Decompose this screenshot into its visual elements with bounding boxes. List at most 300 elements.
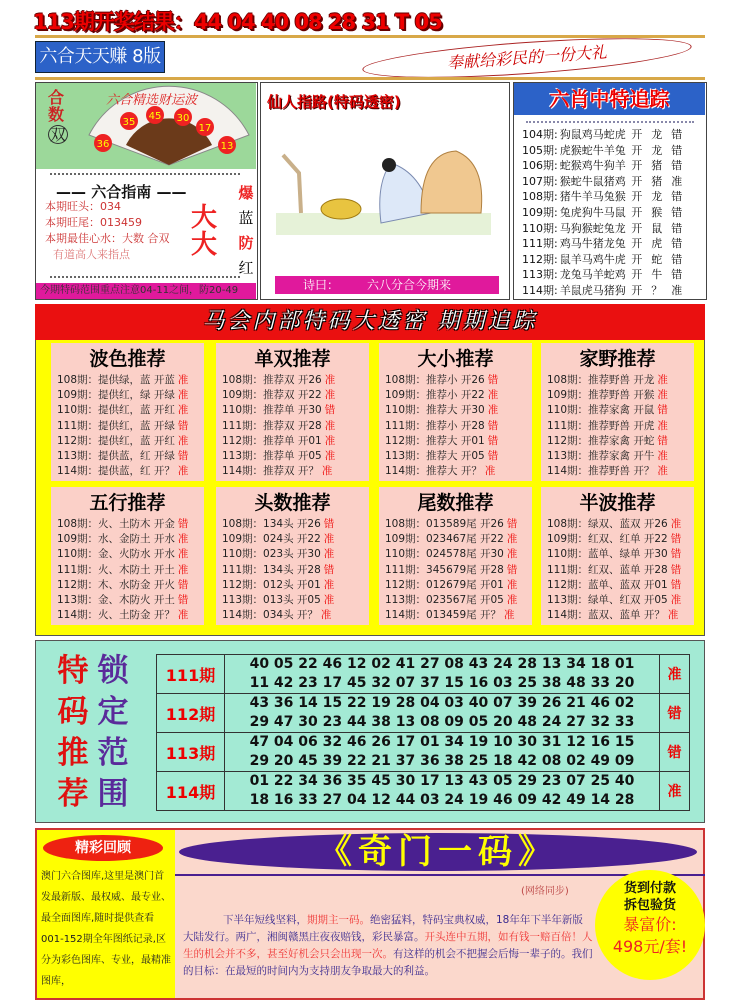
row-text: 112期：推荐家禽 开蛇 xyxy=(547,434,655,447)
period: 109期: xyxy=(522,205,558,219)
numbers-line: 29 20 45 39 22 21 37 36 38 25 18 42 08 02 49 09 xyxy=(249,753,635,769)
box-row xyxy=(379,434,532,449)
box-row xyxy=(379,403,532,418)
row-status: 错 xyxy=(487,374,499,386)
row-text: 114期：火、土防金 开？ xyxy=(57,609,175,622)
promo-text xyxy=(183,912,593,980)
six-zodiac-title: 六肖中特追踪 xyxy=(514,83,705,115)
box-row xyxy=(541,593,694,608)
row-text: 114期：推荐大 开？ xyxy=(385,465,482,478)
numbers xyxy=(225,655,660,694)
price-line: 拆包验货 xyxy=(623,898,676,913)
box-row xyxy=(216,608,369,623)
box-row xyxy=(541,373,694,388)
poem-text: 六八分合今期来 xyxy=(367,278,452,292)
box-row xyxy=(379,532,532,547)
open-label: 开 xyxy=(631,252,643,266)
period: 107期: xyxy=(522,174,558,188)
row-text: 109期：023467尾 开22 xyxy=(385,533,504,546)
middle-panel xyxy=(260,82,510,300)
row-text: 114期：034头 开？ xyxy=(222,609,318,622)
zodiacs: 狗鼠鸡马蛇虎 xyxy=(559,128,626,141)
row-text: 111期：推荐野兽 开虎 xyxy=(547,419,655,432)
row-status: 准 xyxy=(323,594,335,607)
box-row xyxy=(216,403,369,418)
box-title: 五行推荐 xyxy=(89,492,166,514)
row-text: 113期：推荐单 开05 xyxy=(222,450,322,463)
middle-title: 仙人指路(特码透密) xyxy=(267,93,401,111)
row-text: 108期：推荐双 开26 xyxy=(222,374,322,386)
row-text: 111期：提供红，蓝 开绿 xyxy=(57,419,175,432)
box-title: 尾数推荐 xyxy=(417,492,494,514)
box-row xyxy=(541,608,694,623)
result: ？ xyxy=(651,283,663,297)
row-status: 错 xyxy=(670,533,682,546)
row-status: 准 xyxy=(177,389,189,402)
row-status: 准 xyxy=(324,419,336,432)
box-row xyxy=(541,434,694,449)
promo-segment: 开头连中五期，如有钱一赔百倍！人生的机会并不多，甚至好机会只会出现一次。 xyxy=(183,931,593,960)
numbers xyxy=(225,733,660,772)
zodiac-row xyxy=(522,127,684,143)
row-text: 109期：推荐双 开22 xyxy=(222,389,322,402)
fan-number xyxy=(196,118,214,136)
promo-segment: 有这样的机会不把握会后悔一辈子的。我们的目标：在最短的时间内为支持朋友争取最大的利益。 xyxy=(183,948,593,977)
box-row xyxy=(216,449,369,464)
status: 错 xyxy=(660,733,690,772)
guide-title: —— 六合指南 —— xyxy=(56,183,187,201)
recommend-box xyxy=(51,343,204,481)
row-status: 错 xyxy=(177,578,189,591)
divider xyxy=(35,77,705,80)
box-row xyxy=(51,578,204,593)
box-row xyxy=(51,593,204,608)
box-title: 大小推荐 xyxy=(417,348,494,370)
row-text: 109期：推荐野兽 开猴 xyxy=(547,389,655,402)
row-text: 114期：推荐野兽 开？ xyxy=(547,465,655,478)
status: 错 xyxy=(660,694,690,733)
row-text: 111期：345679尾 开28 xyxy=(385,563,504,576)
lock-row xyxy=(157,655,690,694)
row-text: 108期：绿双、蓝双 开26 xyxy=(547,518,668,530)
fan-area xyxy=(36,83,256,169)
row-text: 109期：024头 开22 xyxy=(222,533,321,546)
box-row xyxy=(379,449,532,464)
period: 110期: xyxy=(522,221,558,235)
row-text: 111期：红双、蓝单 开28 xyxy=(547,563,668,576)
big-char: 大 xyxy=(191,203,218,233)
guide-line: 本期旺头：034 xyxy=(45,200,121,213)
box-row xyxy=(216,532,369,547)
row-status: 准 xyxy=(323,533,335,546)
zodiacs: 猴蛇牛鼠猪鸡 xyxy=(559,174,626,188)
open-label: 开 xyxy=(631,268,643,282)
heshu-value: 双 xyxy=(49,125,66,144)
status: 错 xyxy=(671,159,683,173)
box-row xyxy=(51,608,204,623)
row-status: 错 xyxy=(506,563,518,576)
box-row xyxy=(379,373,532,388)
lock-char: 锁 xyxy=(97,653,129,689)
fan-title: 六合精选财运波 xyxy=(106,93,198,108)
row-status: 准 xyxy=(177,465,189,478)
qimen-title: 《奇门一码》 xyxy=(179,833,697,871)
period: 111期: xyxy=(522,237,558,251)
row-text: 110期：推荐单 开30 xyxy=(222,404,322,417)
row-status: 错 xyxy=(657,404,668,417)
result: 猴 xyxy=(651,205,663,219)
period: 112期 xyxy=(157,694,225,733)
row-text: 113期：金、木防火 开土 xyxy=(57,594,175,607)
row-text: 113期：023567尾 开05 xyxy=(385,594,504,607)
open-label: 开 xyxy=(631,205,643,219)
zodiacs: 兔虎狗牛马鼠 xyxy=(559,205,626,219)
row-status: 准 xyxy=(177,374,189,386)
numbers-line: 29 47 30 23 44 38 13 08 09 05 20 48 24 27 32 33 xyxy=(249,714,635,730)
open-label: 开 xyxy=(631,128,643,141)
promo-segment: 期期主一码。 xyxy=(307,914,370,926)
divider xyxy=(50,276,240,279)
box-row xyxy=(51,434,204,449)
box-row xyxy=(541,532,694,547)
big-chars xyxy=(191,205,217,259)
status: 错 xyxy=(671,221,683,235)
right-panel xyxy=(513,82,707,300)
poem-label: 诗曰： xyxy=(303,278,340,292)
box-title: 波色推荐 xyxy=(89,348,166,370)
row-status: 准 xyxy=(487,404,499,417)
row-status: 准 xyxy=(657,389,668,402)
box-row xyxy=(51,464,204,479)
row-text: 113期：推荐家禽 开牛 xyxy=(547,450,655,463)
zodiacs: 猪牛羊马兔猴 xyxy=(559,190,626,204)
row-text: 110期：推荐大 开30 xyxy=(385,404,485,417)
fan-number xyxy=(174,108,192,126)
row-text: 111期：推荐小 开28 xyxy=(385,419,485,432)
row-status: 准 xyxy=(321,465,333,478)
price-line: 货到付款 xyxy=(623,881,676,896)
row-status: 错 xyxy=(177,518,189,530)
fan-number xyxy=(94,134,112,152)
numbers-line: 47 04 06 32 46 26 17 01 34 19 10 30 31 12 16 15 xyxy=(249,734,635,750)
row-text: 109期：提供红，绿 开绿 xyxy=(57,389,175,402)
range-note: 今期特码范围重点注意04-11之间，防20-49 xyxy=(36,283,256,299)
promo-segment: 绝密猛料，特码宝典权威，18年年下半年新版大陆发行。两广，湘闽赣黑庄夜夜赔钱，彩民暴富。 xyxy=(183,914,583,943)
side-char: 红 xyxy=(238,259,254,277)
box-row xyxy=(51,547,204,562)
row-text: 114期：013459尾 开？ xyxy=(385,609,501,622)
lock-char: 推 xyxy=(57,735,89,771)
row-status: 错 xyxy=(487,434,499,447)
status: 错 xyxy=(671,237,683,251)
box-row xyxy=(541,464,694,479)
row-text: 111期：推荐双 开28 xyxy=(222,419,322,432)
open-label: 开 xyxy=(631,143,643,157)
row-text: 111期：火、木防土 开土 xyxy=(57,563,175,576)
box-row xyxy=(216,578,369,593)
row-status: 错 xyxy=(670,548,682,561)
box-row xyxy=(216,517,369,532)
row-text: 113期：绿单、红双 开05 xyxy=(547,594,668,607)
lock-row xyxy=(157,694,690,733)
result: 龙 xyxy=(651,143,663,157)
box-row xyxy=(216,419,369,434)
row-text: 110期：推荐家禽 开鼠 xyxy=(547,404,655,417)
recommend-grid xyxy=(35,340,705,636)
recommend-box xyxy=(541,487,694,625)
row-status: 准 xyxy=(324,389,336,402)
side-char: 防 xyxy=(238,234,254,252)
box-row xyxy=(541,403,694,418)
zodiac-row xyxy=(522,252,684,268)
open-label: 开 xyxy=(631,159,643,173)
row-status: 准 xyxy=(670,594,682,607)
row-text: 108期：推荐小 开26 xyxy=(385,374,485,386)
box-row xyxy=(541,449,694,464)
heshu-label: 合数 xyxy=(48,88,65,124)
row-text: 108期：013589尾 开26 xyxy=(385,518,504,530)
sync-note: (网络同步) xyxy=(521,886,569,897)
lock-row xyxy=(157,733,690,772)
zodiac-row xyxy=(522,143,684,159)
lock-char: 码 xyxy=(57,694,89,730)
row-status: 错 xyxy=(323,563,335,576)
fan-number xyxy=(218,136,236,154)
row-text: 108期：提供绿，蓝 开蓝 xyxy=(57,374,175,386)
row-status: 准 xyxy=(487,389,499,402)
row-text: 112期：木、水防金 开火 xyxy=(57,578,175,591)
price-label: 暴富价: xyxy=(623,915,677,934)
row-text: 111期：134头 开28 xyxy=(222,563,321,576)
svg-text:30: 30 xyxy=(176,113,190,124)
period: 105期: xyxy=(522,143,558,157)
row-status: 准 xyxy=(177,434,189,447)
box-row xyxy=(541,388,694,403)
zodiac-row xyxy=(522,174,684,190)
zodiacs: 鸡马牛猪龙兔 xyxy=(559,237,626,251)
box-row xyxy=(216,434,369,449)
row-status: 准 xyxy=(670,518,682,530)
open-label: 开 xyxy=(631,237,643,251)
slogan: 奉献给彩民的一份大礼 xyxy=(361,31,692,86)
result: 鼠 xyxy=(651,221,663,235)
period: 106期: xyxy=(522,159,558,173)
box-row xyxy=(216,388,369,403)
numbers xyxy=(225,772,660,811)
row-text: 114期：蓝双、蓝单 开？ xyxy=(547,609,665,622)
row-status: 准 xyxy=(324,450,336,463)
heshu xyxy=(48,89,68,144)
period: 108期: xyxy=(522,190,558,204)
box-row xyxy=(51,517,204,532)
row-text: 108期：134头 开26 xyxy=(222,518,321,530)
row-status: 准 xyxy=(177,609,189,622)
svg-text:36: 36 xyxy=(96,139,110,150)
row-status: 准 xyxy=(323,548,335,561)
status: 错 xyxy=(671,143,683,157)
open-label: 开 xyxy=(631,190,643,204)
row-text: 110期：提供红，蓝 开红 xyxy=(57,404,175,417)
zodiacs: 龙兔马羊蛇鸡 xyxy=(559,268,626,282)
row-status: 准 xyxy=(657,450,668,463)
result: 牛 xyxy=(651,268,663,282)
lock-char: 范 xyxy=(97,735,129,771)
lock-char: 荐 xyxy=(57,776,89,812)
guide-line: 本期旺尾：013459 xyxy=(45,216,142,229)
row-text: 110期：024578尾 开30 xyxy=(385,548,504,561)
row-text: 112期：提供红，蓝 开红 xyxy=(57,434,175,447)
row-status: 准 xyxy=(657,374,668,386)
big-char: 大 xyxy=(191,230,218,260)
status: 准 xyxy=(660,772,690,811)
row-status: 错 xyxy=(323,518,335,530)
zodiacs: 马狗猴蛇兔龙 xyxy=(559,221,626,235)
box-row xyxy=(379,517,532,532)
row-status: 错 xyxy=(177,594,189,607)
result: 猪 xyxy=(651,174,663,188)
side-char: 蓝 xyxy=(238,209,254,227)
zodiac-row xyxy=(522,221,684,237)
zodiacs: 鼠羊马鸡牛虎 xyxy=(559,252,626,266)
row-status: 准 xyxy=(324,374,336,386)
row-status: 准 xyxy=(177,563,189,576)
row-status: 准 xyxy=(177,404,189,417)
row-status: 错 xyxy=(487,419,499,432)
box-row xyxy=(379,388,532,403)
status: 准 xyxy=(671,283,683,297)
row-text: 113期：013头 开05 xyxy=(222,594,321,607)
recommend-box xyxy=(216,343,369,481)
review-box xyxy=(37,830,175,998)
promo-segment: 下半年短线坚料， xyxy=(223,914,307,926)
bottom-panel xyxy=(35,828,705,1000)
lock-char: 特 xyxy=(57,653,89,689)
status: 错 xyxy=(671,268,683,282)
box-title: 家野推荐 xyxy=(579,348,656,370)
numbers-line: 18 16 33 27 04 12 44 03 24 19 46 09 42 49 14 28 xyxy=(249,792,635,808)
box-row xyxy=(51,532,204,547)
row-text: 112期：蓝单、蓝双 开01 xyxy=(547,578,668,591)
row-text: 108期：火、土防木 开金 xyxy=(57,518,175,530)
period: 104期: xyxy=(522,128,558,141)
row-status: 准 xyxy=(484,465,496,478)
box-row xyxy=(541,517,694,532)
row-text: 109期：红双、红单 开22 xyxy=(547,533,668,546)
status: 错 xyxy=(671,128,683,141)
recommend-box xyxy=(379,487,532,625)
box-row xyxy=(379,547,532,562)
lock-row xyxy=(157,772,690,811)
poem-bar xyxy=(275,276,499,294)
period: 113期 xyxy=(157,733,225,772)
row-status: 错 xyxy=(487,450,499,463)
row-text: 108期：推荐野兽 开龙 xyxy=(547,374,655,386)
box-row xyxy=(379,419,532,434)
sage-turtle-illustration xyxy=(271,143,501,243)
box-row xyxy=(51,419,204,434)
period: 113期: xyxy=(522,268,558,282)
row-status: 准 xyxy=(506,548,518,561)
draw-result-title: 113期开奖结果：44 04 40 08 28 31 T 05 xyxy=(33,10,442,34)
zodiac-list xyxy=(522,127,684,299)
lock-table xyxy=(156,654,690,811)
period: 111期 xyxy=(157,655,225,694)
divider xyxy=(526,121,694,123)
row-text: 114期：提供蓝，红 开？ xyxy=(57,465,175,478)
row-status: 错 xyxy=(670,578,682,591)
zodiac-row xyxy=(522,158,684,174)
box-row xyxy=(216,593,369,608)
recommend-box xyxy=(216,487,369,625)
box-row xyxy=(379,608,532,623)
recommend-box xyxy=(51,487,204,625)
status: 准 xyxy=(660,655,690,694)
status: 错 xyxy=(671,205,683,219)
zodiacs: 虎猴蛇牛羊兔 xyxy=(559,143,626,157)
row-status: 错 xyxy=(657,434,668,447)
row-text: 112期：推荐单 开01 xyxy=(222,434,322,447)
row-text: 110期：蓝单、绿单 开30 xyxy=(547,548,668,561)
row-status: 错 xyxy=(506,518,518,530)
price-badge xyxy=(595,870,705,980)
open-label: 开 xyxy=(631,174,643,188)
status: 准 xyxy=(671,174,683,188)
open-label: 开 xyxy=(631,283,643,297)
version-label: 六合天天赚 8版 xyxy=(35,41,165,73)
row-text: 109期：水、金防土 开水 xyxy=(57,533,175,546)
zodiac-row xyxy=(522,236,684,252)
period: 114期 xyxy=(157,772,225,811)
left-panel xyxy=(35,82,258,300)
svg-text:17: 17 xyxy=(198,123,212,134)
zodiac-row xyxy=(522,267,684,283)
period: 112期: xyxy=(522,252,558,266)
guide-line: 本期最佳心水：大数 合双 xyxy=(45,232,170,245)
side-char: 爆 xyxy=(238,184,254,202)
box-row xyxy=(379,593,532,608)
review-title: 精彩回顾 xyxy=(43,835,163,861)
box-title: 半波推荐 xyxy=(579,492,656,514)
recommend-box xyxy=(379,343,532,481)
row-status: 准 xyxy=(320,609,332,622)
row-status: 准 xyxy=(503,609,515,622)
row-status: 准 xyxy=(506,578,518,591)
box-row xyxy=(51,563,204,578)
zodiac-row xyxy=(522,205,684,221)
row-text: 110期：金、火防水 开水 xyxy=(57,548,175,561)
box-row xyxy=(541,547,694,562)
row-status: 准 xyxy=(506,533,518,546)
zodiacs: 羊鼠虎马猪狗 xyxy=(559,283,626,297)
numbers-line: 43 36 14 15 22 19 28 04 03 40 07 39 26 21 46 02 xyxy=(249,695,635,711)
box-row xyxy=(216,464,369,479)
row-status: 准 xyxy=(177,533,189,546)
result: 猪 xyxy=(651,159,663,173)
row-status: 准 xyxy=(657,419,668,432)
lock-char: 围 xyxy=(97,776,129,812)
box-row xyxy=(541,419,694,434)
fan-number xyxy=(146,106,164,124)
row-status: 准 xyxy=(506,594,518,607)
lock-char: 定 xyxy=(97,694,129,730)
row-status: 准 xyxy=(323,578,335,591)
recommend-box xyxy=(541,343,694,481)
row-status: 准 xyxy=(324,434,336,447)
box-row xyxy=(541,578,694,593)
result: 龙 xyxy=(651,128,663,141)
review-text: 澳门六合图库,这里是澳门首发最新版、最权威、最专业、最全面图库,随时提供查看001-152期全年图纸记录,区分为彩色图库、专业，最精准图库， xyxy=(41,871,171,987)
box-row xyxy=(379,563,532,578)
